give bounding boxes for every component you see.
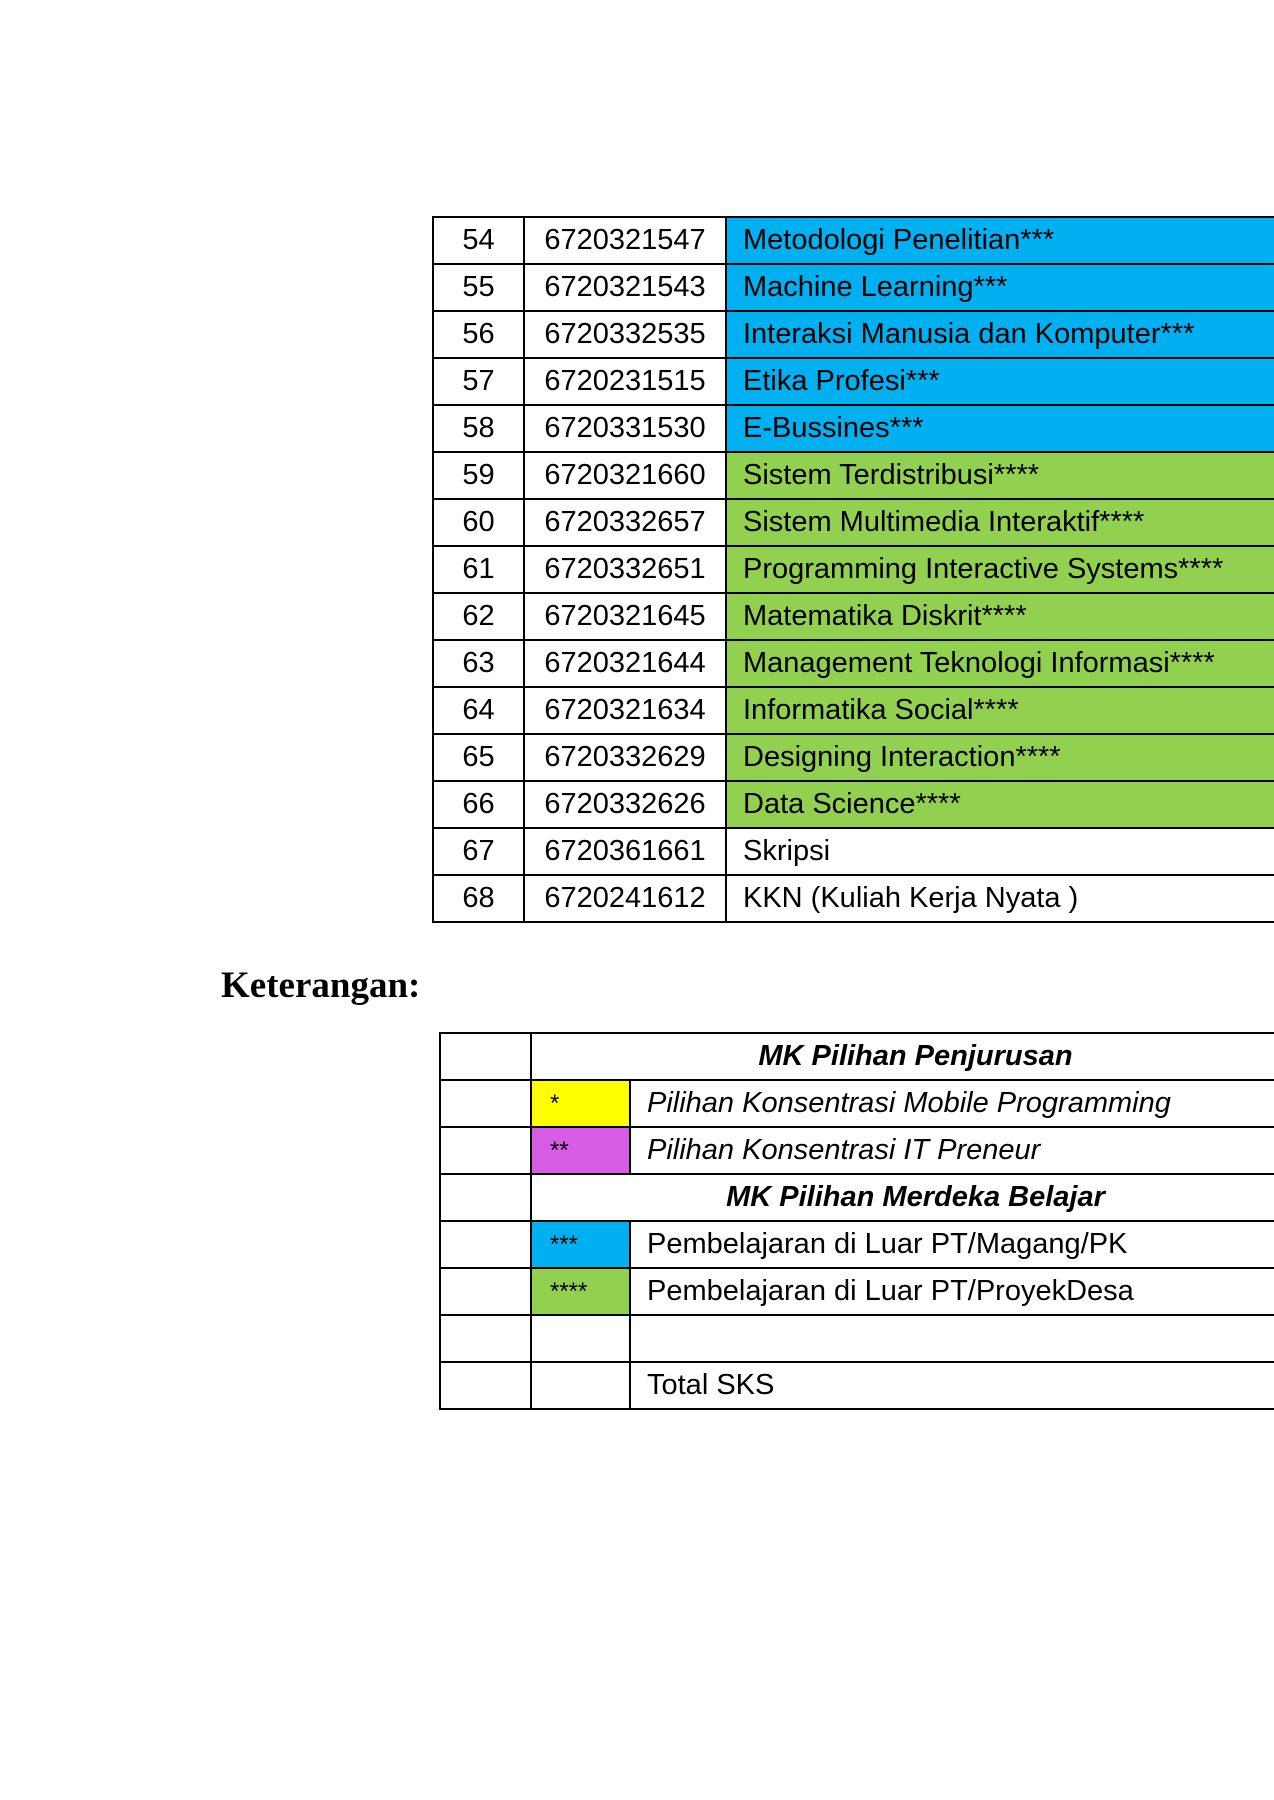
legend-heading-merdeka: MK Pilihan Merdeka Belajar: [531, 1174, 1274, 1221]
course-name: Matematika Diskrit****: [726, 593, 1274, 640]
table-row: [433, 311, 1274, 358]
legend-empty-cell: [440, 1033, 531, 1080]
course-name: KKN (Kuliah Kerja Nyata ): [726, 875, 1274, 922]
table-row: [433, 781, 1274, 828]
legend-empty-cell: [531, 1362, 630, 1409]
legend-empty-cell: [440, 1362, 531, 1409]
legend-description: Pembelajaran di Luar PT/ProyekDesa: [630, 1268, 1274, 1315]
course-code: 6720321645: [524, 593, 726, 640]
course-table: [432, 216, 1274, 923]
course-number: 65: [433, 734, 524, 781]
course-number: 59: [433, 452, 524, 499]
course-name: Designing Interaction****: [726, 734, 1274, 781]
course-number: 56: [433, 311, 524, 358]
table-row: [433, 687, 1274, 734]
legend-swatch-purple: **: [531, 1127, 630, 1174]
course-code: 6720332657: [524, 499, 726, 546]
course-number: 62: [433, 593, 524, 640]
table-row: [433, 452, 1274, 499]
legend-empty-cell: [440, 1080, 531, 1127]
legend-empty-cell: [440, 1127, 531, 1174]
total-sks-label: Total SKS: [630, 1362, 1274, 1409]
course-number: 66: [433, 781, 524, 828]
table-row: [433, 358, 1274, 405]
table-row: [433, 405, 1274, 452]
course-code: 6720241612: [524, 875, 726, 922]
course-number: 57: [433, 358, 524, 405]
course-number: 67: [433, 828, 524, 875]
course-code: 6720321547: [524, 217, 726, 264]
table-row: [433, 593, 1274, 640]
course-number: 60: [433, 499, 524, 546]
course-number: 68: [433, 875, 524, 922]
legend-empty-cell: [531, 1315, 630, 1362]
keterangan-title: Keterangan:: [221, 965, 421, 1006]
table-row: [433, 640, 1274, 687]
legend-row: [440, 1268, 1274, 1315]
legend-empty-cell: [440, 1174, 531, 1221]
course-code: 6720332651: [524, 546, 726, 593]
course-number: 55: [433, 264, 524, 311]
course-name: E-Bussines***: [726, 405, 1274, 452]
course-name: Data Science****: [726, 781, 1274, 828]
course-code: 6720321634: [524, 687, 726, 734]
legend-empty-cell: [630, 1315, 1274, 1362]
course-name: Programming Interactive Systems****: [726, 546, 1274, 593]
course-code: 6720361661: [524, 828, 726, 875]
table-row: [433, 499, 1274, 546]
course-code: 6720332535: [524, 311, 726, 358]
legend-total-row: [440, 1362, 1274, 1409]
course-number: 64: [433, 687, 524, 734]
table-row: [433, 264, 1274, 311]
table-row: [433, 734, 1274, 781]
legend-empty-cell: [440, 1315, 531, 1362]
legend-heading-penjurusan: MK Pilihan Penjurusan: [531, 1033, 1274, 1080]
legend-row: [440, 1221, 1274, 1268]
course-name: Management Teknologi Informasi****: [726, 640, 1274, 687]
table-row: [433, 217, 1274, 264]
course-name: Skripsi: [726, 828, 1274, 875]
legend-row: [440, 1127, 1274, 1174]
legend-empty-cell: [440, 1268, 531, 1315]
course-name: Sistem Terdistribusi****: [726, 452, 1274, 499]
course-name: Interaksi Manusia dan Komputer***: [726, 311, 1274, 358]
legend-empty-cell: [440, 1221, 531, 1268]
course-code: 6720321644: [524, 640, 726, 687]
course-number: 58: [433, 405, 524, 452]
course-name: Etika Profesi***: [726, 358, 1274, 405]
course-name: Informatika Social****: [726, 687, 1274, 734]
course-code: 6720331530: [524, 405, 726, 452]
legend-table: [439, 1032, 1274, 1410]
table-row: [433, 828, 1274, 875]
legend-description: Pilihan Konsentrasi Mobile Programming: [630, 1080, 1274, 1127]
course-name: Sistem Multimedia Interaktif****: [726, 499, 1274, 546]
legend-description: Pembelajaran di Luar PT/Magang/PK: [630, 1221, 1274, 1268]
course-code: 6720332626: [524, 781, 726, 828]
course-number: 61: [433, 546, 524, 593]
table-row: [433, 875, 1274, 922]
legend-swatch-green: ****: [531, 1268, 630, 1315]
course-code: 6720231515: [524, 358, 726, 405]
course-code: 6720332629: [524, 734, 726, 781]
legend-row: [440, 1315, 1274, 1362]
course-code: 6720321543: [524, 264, 726, 311]
course-name: Machine Learning***: [726, 264, 1274, 311]
legend-description: Pilihan Konsentrasi IT Preneur: [630, 1127, 1274, 1174]
legend-swatch-yellow: *: [531, 1080, 630, 1127]
course-name: Metodologi Penelitian***: [726, 217, 1274, 264]
legend-swatch-blue: ***: [531, 1221, 630, 1268]
course-number: 63: [433, 640, 524, 687]
table-row: [433, 546, 1274, 593]
legend-row: [440, 1080, 1274, 1127]
legend-heading-row: [440, 1033, 1274, 1080]
legend-heading-row: [440, 1174, 1274, 1221]
course-code: 6720321660: [524, 452, 726, 499]
course-number: 54: [433, 217, 524, 264]
